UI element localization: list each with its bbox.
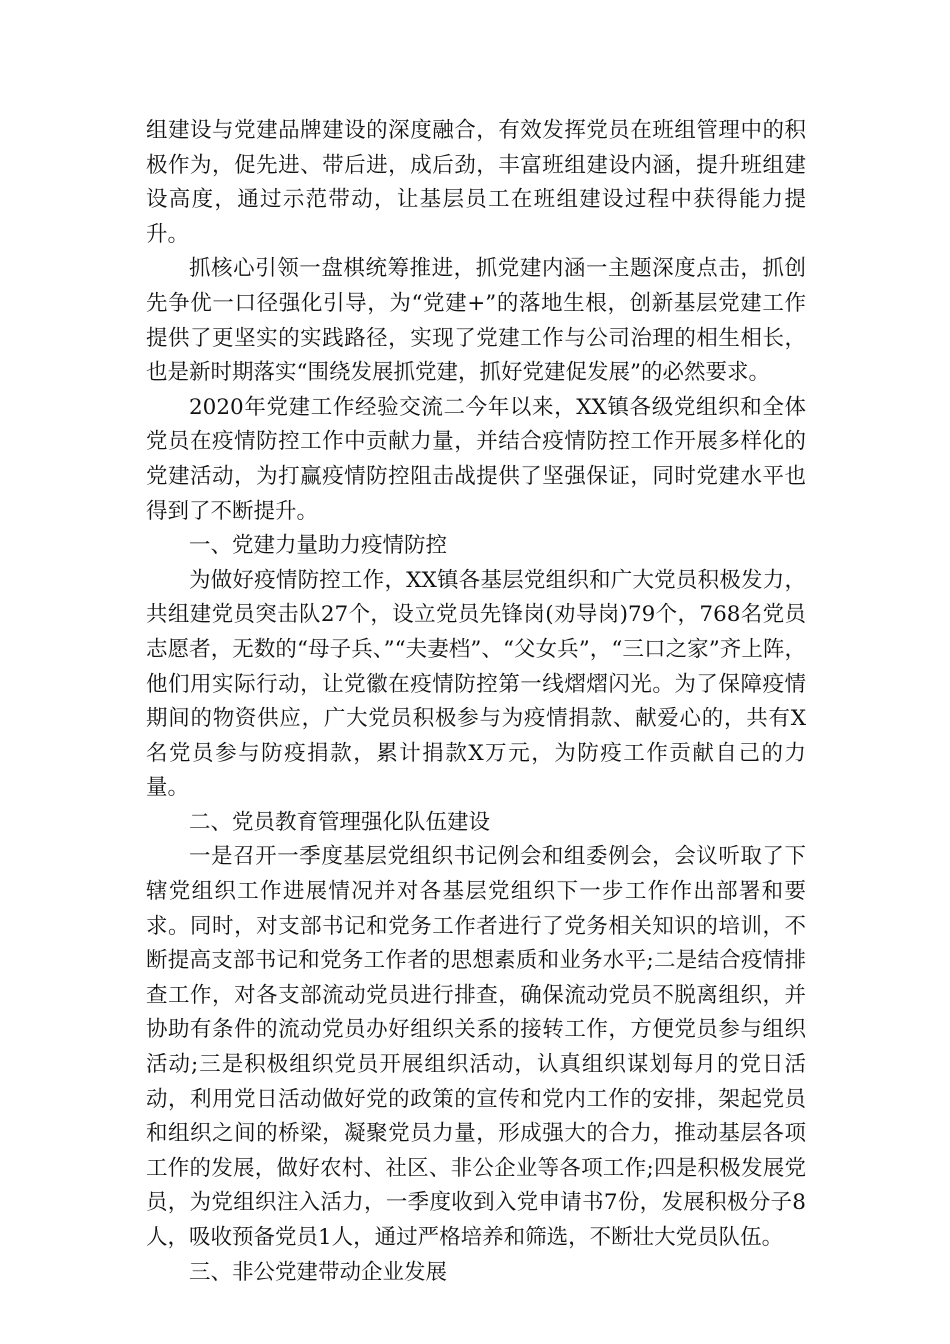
section-heading-1: 一、党建力量助力疫情防控 [189,533,448,559]
paragraph-1: 组建设与党建品牌建设的深度融合，有效发挥党员在班组管理中的积极作为，促先进、带后进，成后劲，丰富班组建设内涵，提升班组建设高度，通过示范带动，让基层员工在班组建设过程中获得能力提升。 [146,118,806,247]
document-page [146,114,806,1290]
paragraph-2: 抓核心引领一盘棋统筹推进，抓党建内涵一主题深度点击，抓创先争优一口径强化引导，为“党建+”的落地生根，创新基层党建工作提供了更坚实的实践路径，实现了党建工作与公司治理的相生相长，也是新时期落实“围绕发展抓党建，抓好党建促发展”的必然要求。 [146,256,806,386]
paragraph-4: 为做好疫情防控工作，XX镇各基层党组织和广大党员积极发力，共组建党员突击队27个，设立党员先锋岗(劝导岗)79个，768名党员志愿者，无数的“母子兵、”“夫妻档”、“父女兵”，“三口之家”齐上阵，他们用实际行动，让党徽在疫情防控第一线熠熠闪光。为了保障疫情期间的物资供应，广大党员积极参与为疫情捐款、献爱心的，共有X名党员参与防疫捐款，累计捐款X万元，为防疫工作贡献自己的力量。 [146,567,806,801]
section-heading-2: 二、党员教育管理强化队伍建设 [189,809,491,835]
paragraph-3: 2020年党建工作经验交流二今年以来，XX镇各级党组织和全体党员在疫情防控工作中贡献力量，并结合疫情防控工作开展多样化的党建活动，为打赢疫情防控阻击战提供了坚强保证，同时党建水平也得到了不断提升。 [146,394,806,524]
section-heading-3: 三、非公党建带动企业发展 [189,1259,448,1285]
paragraph-5: 一是召开一季度基层党组织书记例会和组委例会，会议听取了下辖党组织工作进展情况并对各基层党组织下一步工作作出部署和要求。同时，对支部书记和党务工作者进行了党务相关知识的培训，不断提高支部书记和党务工作者的思想素质和业务水平;二是结合疫情排查工作，对各支部流动党员进行排查，确保流动党员不脱离组织，并协助有条件的流动党员办好组织关系的接转工作，方便党员参与组织活动;三是积极组织党员开展组织活动，认真组织谋划每月的党日活动，利用党日活动做好党的政策的宣传和党内工作的安排，架起党员和组织之间的桥梁，凝聚党员力量，形成强大的合力，推动基层各项工作的发展，做好农村、社区、非公企业等各项工作;四是积极发展党员，为党组织注入活力，一季度收到入党申请书7份，发展积极分子8人，吸收预备党员1人，通过严格培养和筛选，不断壮大党员队伍。 [146,844,806,1250]
